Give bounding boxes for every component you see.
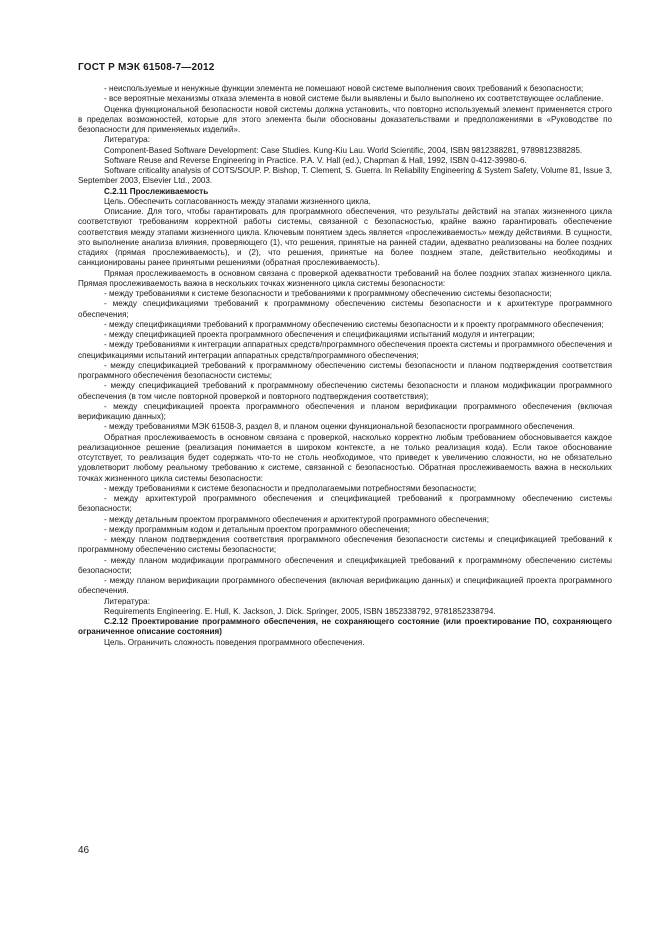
paragraph: Прямая прослеживаемость в основном связана с проверкой адекватности требований на более поздних этапах жизненного цикла. Прямая прослеживаемость важна в нескольких точках жизненного цикла системы безопасности: xyxy=(78,268,612,288)
section-heading: С.2.11 Прослеживаемость xyxy=(104,186,209,196)
paragraph: - неиспользуемые и ненужные функции элемента не помешают новой системе выполнения своих требований к безопасности; xyxy=(104,84,584,93)
section-heading: С.2.12 Проектирование программного обеспечения, не сохраняющего состояние (или проектирование ПО, сохраняющего ограниченное описание состояния) xyxy=(78,617,612,637)
paragraph: Component-Based Software Development: Case Studies. Kung-Kiu Lau. World Scientific, 2004, ISBN 9812388281, 9789812388285. xyxy=(104,145,583,155)
paragraph: Описание. Для того, чтобы гарантировать для программного обеспечения, что результаты действий на этапах жизненного цикла соответствуют требованиям корректной работы системы, связанной с безопасностью, крайне важно гарантировать обеспечение соответствия между этапами жизненного цикла. Ключевым понятием здесь является «прослеживаемость» между действиями. В сущности, это выполнение анализа влияния, проверяющего (1), что решения, принятые на ранней стадии, адекватно реализованы на более поздних стадиях (прямая прослеживаемость), и (2), что решения, принятые на более позднем этапе, действительно необходимы и санкционированы ранее принятыми решениями (обратная прослеживаемость). xyxy=(78,207,612,268)
paragraph: - между спецификацией требований к программному обеспечению системы безопасности и планом модификации программного обеспечения (в том числе повторной проверкой и повторного подтверждения соответствия); xyxy=(78,381,612,401)
paragraph: - между программным кодом и детальным проектом программного обеспечения; xyxy=(104,524,410,534)
paragraph: - между детальным проектом программного обеспечения и архитектурой программного обеспечения; xyxy=(104,514,489,524)
paragraph: - между требованиями к системе безопасности и требованиями к программному обеспечению системы безопасности; xyxy=(104,289,552,298)
paragraph: Оценка функциональной безопасности новой системы должна установить, что повторно используемый элемент применяется строго в пределах возможностей, которые для этого элемента были обоснованы доказательствами и предположениями в «Руководстве по безопасности для применяемых изделий». xyxy=(78,104,612,134)
paragraph: - между требованиями к интеграции аппаратных средств/программного обеспечения проекта системы и программного обеспечения и спецификациями испытаний интеграции аппаратных средств/программного обеспечения; xyxy=(78,340,612,360)
paragraph: Software criticality analysis of COTS/SOUP. P. Bishop, T. Clement, S. Guerra. In Reliability Engineering & System Safety, Volume 81, Issue 3, September 2003, Elsevier Ltd., 2003. xyxy=(78,166,612,186)
paragraph: - между планом модификации программного обеспечения и спецификацией требований к программному обеспечению системы безопасности; xyxy=(78,555,612,575)
paragraph: - между спецификацией требований к программному обеспечению системы безопасности и планом подтверждения соответствия программного обеспечения безопасности системы; xyxy=(78,360,612,380)
paragraph: - между спецификацией проекта программного обеспечения и спецификациями испытаний модуля и интеграции; xyxy=(104,330,535,339)
paragraph: Обратная прослеживаемость в основном связана с проверкой, насколько корректно любым требованием обосновывается каждое реализационное решение (реализация понимается в широком контексте, а не только реализация кода). Если такое обоснование отсутствует, то реализация будет содержать что-то не столь необходимое, что приведет к увеличению сложности, но не обязательно удовлетворит любому реальному требованию к системе, связанной с безопасностью. Обратная прослеживаемость важна в нескольких точках жизненного цикла системы безопасности: xyxy=(78,432,612,483)
paragraph: Цель. Ограничить сложность поведения программного обеспечения. xyxy=(104,637,365,647)
paragraph: Software Reuse and Reverse Engineering in Practice. P.A. V. Hall (ed.), Chapman & Hall, 1992, ISBN 0-412-39980-6. xyxy=(104,155,527,165)
paragraph: Цель. Обеспечить согласованность между этапами жизненного цикла. xyxy=(104,196,371,206)
paragraph: - между спецификациями требований к программному обеспечению системы безопасности и к проекту программного обеспечения; xyxy=(104,319,604,329)
document-body xyxy=(78,84,612,648)
paragraph: - между архитектурой программного обеспечения и спецификацией требований к программному обеспечению системы безопасности; xyxy=(78,494,612,514)
paragraph: - все вероятные механизмы отказа элемента в новой системе были выявлены и было выполнено их соответствующее ослабление. xyxy=(104,94,604,104)
paragraph: Requirements Engineering. E. Hull, K. Jackson, J. Dick. Springer, 2005, ISBN 1852338792, 9781852338794. xyxy=(104,606,496,616)
paragraph: Литература: xyxy=(104,135,150,145)
paragraph: - между требованиями к системе безопасности и предполагаемыми потребностями безопасности; xyxy=(104,483,477,493)
page-number: 46 xyxy=(78,845,90,856)
document-header-title: ГОСТ Р МЭК 61508-7—2012 xyxy=(78,62,215,73)
paragraph: - между спецификацией проекта программного обеспечения и планом верификации программного обеспечения (включая верификацию данных); xyxy=(78,401,612,421)
paragraph: - между спецификациями требований к программному обеспечению системы безопасности и к архитектуре программного обеспечения; xyxy=(78,299,612,319)
paragraph: - между требованиями МЭК 61508-3, раздел 8, и планом оценки функциональной безопасности программного обеспечения. xyxy=(104,422,575,432)
paragraph: - между планом верификации программного обеспечения (включая верификацию данных) и спецификацией проекта программного обеспечения. xyxy=(78,576,612,596)
paragraph: Литература: xyxy=(104,596,150,606)
paragraph: - между планом подтверждения соответствия программного обеспечения безопасности системы и спецификацией требований к программному обеспечению системы безопасности; xyxy=(78,535,612,555)
